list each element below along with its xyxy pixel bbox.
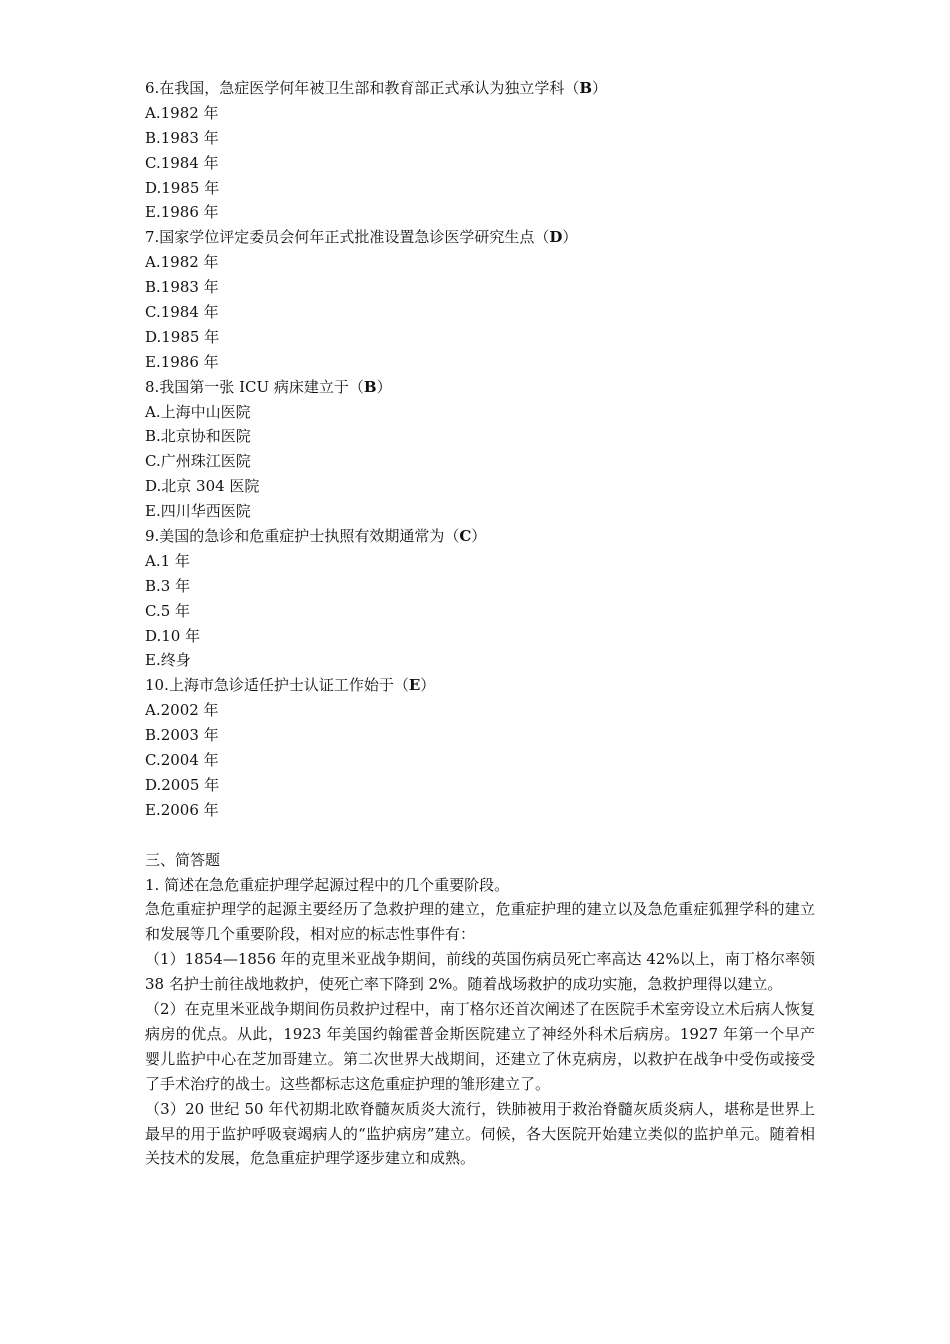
stem-close: ） <box>592 79 608 97</box>
answer-point-2: （2）在克里米亚战争期间伤员救护过程中，南丁格尔还首次阐述了在医院手术室旁设立术后病人恢复病房的优点。从此，1923 年美国约翰霍普金斯医院建立了神经外科术后病房。1927 年第一个早产婴儿监护中心在芝加哥建立。第二次世界大战期间，还建立了休克病房，以救护在战争中受伤或接受了手术治疗的战士。这些都标志这危重症护理的雏形建立了。 <box>145 1000 815 1093</box>
question-stem <box>145 225 815 250</box>
option: C.1984 年 <box>145 303 219 322</box>
stem-close: ） <box>420 676 436 695</box>
answer-point-1: （1）1854—1856 年的克里米亚战争期间，前线的英国伤病员死亡率高达 42%以上，南丁格尔率领 38 名护士前往战地救护，使死亡率下降到 2%。随着战场救护的成功实施，急救护理得以建立。 <box>145 950 815 994</box>
document-page <box>145 76 815 1171</box>
option: A.2002 年 <box>145 701 219 720</box>
option: A.1982 年 <box>145 103 219 122</box>
option: E.1986 年 <box>145 352 219 371</box>
option: B.3 年 <box>145 576 191 595</box>
answer-intro: 急危重症护理学的起源主要经历了急救护理的建立，危重症护理的建立以及急危重症狐狸学科的建立和发展等几个重要阶段，相对应的标志性事件有： <box>145 900 815 944</box>
question-stem <box>145 76 815 101</box>
option: D.2005 年 <box>145 775 220 794</box>
option: B.1983 年 <box>145 278 219 297</box>
option: C.5 年 <box>145 601 191 620</box>
option: E.2006 年 <box>145 800 219 819</box>
question-stem-text: 7.国家学位评定委员会何年正式批准设置急诊医学研究生点（ <box>145 228 550 247</box>
blank-line <box>145 823 815 848</box>
question-10 <box>145 673 815 822</box>
question-stem-text: 9.美国的急诊和危重症护士执照有效期通常为（ <box>145 527 460 546</box>
answer-letter: B <box>363 377 377 396</box>
answer-letter: B <box>579 79 593 97</box>
section-heading: 三、简答题 <box>145 850 221 869</box>
option: E.四川华西医院 <box>145 502 251 521</box>
short-answer-section <box>145 848 815 1172</box>
answer-letter: D <box>549 228 563 247</box>
option: C.1984 年 <box>145 153 219 172</box>
question-8 <box>145 375 815 524</box>
question-stem-text: 6.在我国，急症医学何年被卫生部和教育部正式承认为独立学科（ <box>145 79 580 97</box>
option: A.1 年 <box>145 551 190 570</box>
question-9 <box>145 524 815 673</box>
stem-close: ） <box>471 527 487 546</box>
answer-letter: E <box>408 676 421 695</box>
stem-close: ） <box>376 377 392 396</box>
option: B.北京协和医院 <box>145 427 251 446</box>
answer-point-3: （3）20 世纪 50 年代初期北欧脊髓灰质炎大流行，铁肺被用于救治脊髓灰质炎病人，堪称是世界上最早的用于监护呼吸衰竭病人的“监护病房”建立。伺候，各大医院开始建立类似的监护单元。随着相关技术的发展，危急重症护理学逐步建立和成熟。 <box>145 1099 815 1168</box>
option: B.1983 年 <box>145 128 219 147</box>
option: D.1985 年 <box>145 327 220 346</box>
stem-close: ） <box>562 228 578 247</box>
question-stem-text: 10.上海市急诊适任护士认证工作始于（ <box>145 676 409 695</box>
option: C.2004 年 <box>145 751 219 770</box>
option: B.2003 年 <box>145 726 219 745</box>
option: A.1982 年 <box>145 253 219 272</box>
option: A.上海中山医院 <box>145 402 251 421</box>
option: D.1985 年 <box>145 178 220 197</box>
option: D.北京 304 医院 <box>145 477 260 496</box>
option: E.终身 <box>145 651 191 670</box>
question-stem-text: 8.我国第一张 ICU 病床建立于（ <box>145 377 364 396</box>
question-7 <box>145 225 815 374</box>
option: E.1986 年 <box>145 203 219 222</box>
short-answer-question: 1. 简述在急危重症护理学起源过程中的几个重要阶段。 <box>145 875 510 894</box>
question-stem <box>145 375 815 400</box>
option: C.广州珠江医院 <box>145 452 251 471</box>
question-stem <box>145 673 815 698</box>
answer-letter: C <box>459 527 472 546</box>
question-stem <box>145 524 815 549</box>
question-6 <box>145 76 815 225</box>
option: D.10 年 <box>145 626 201 645</box>
